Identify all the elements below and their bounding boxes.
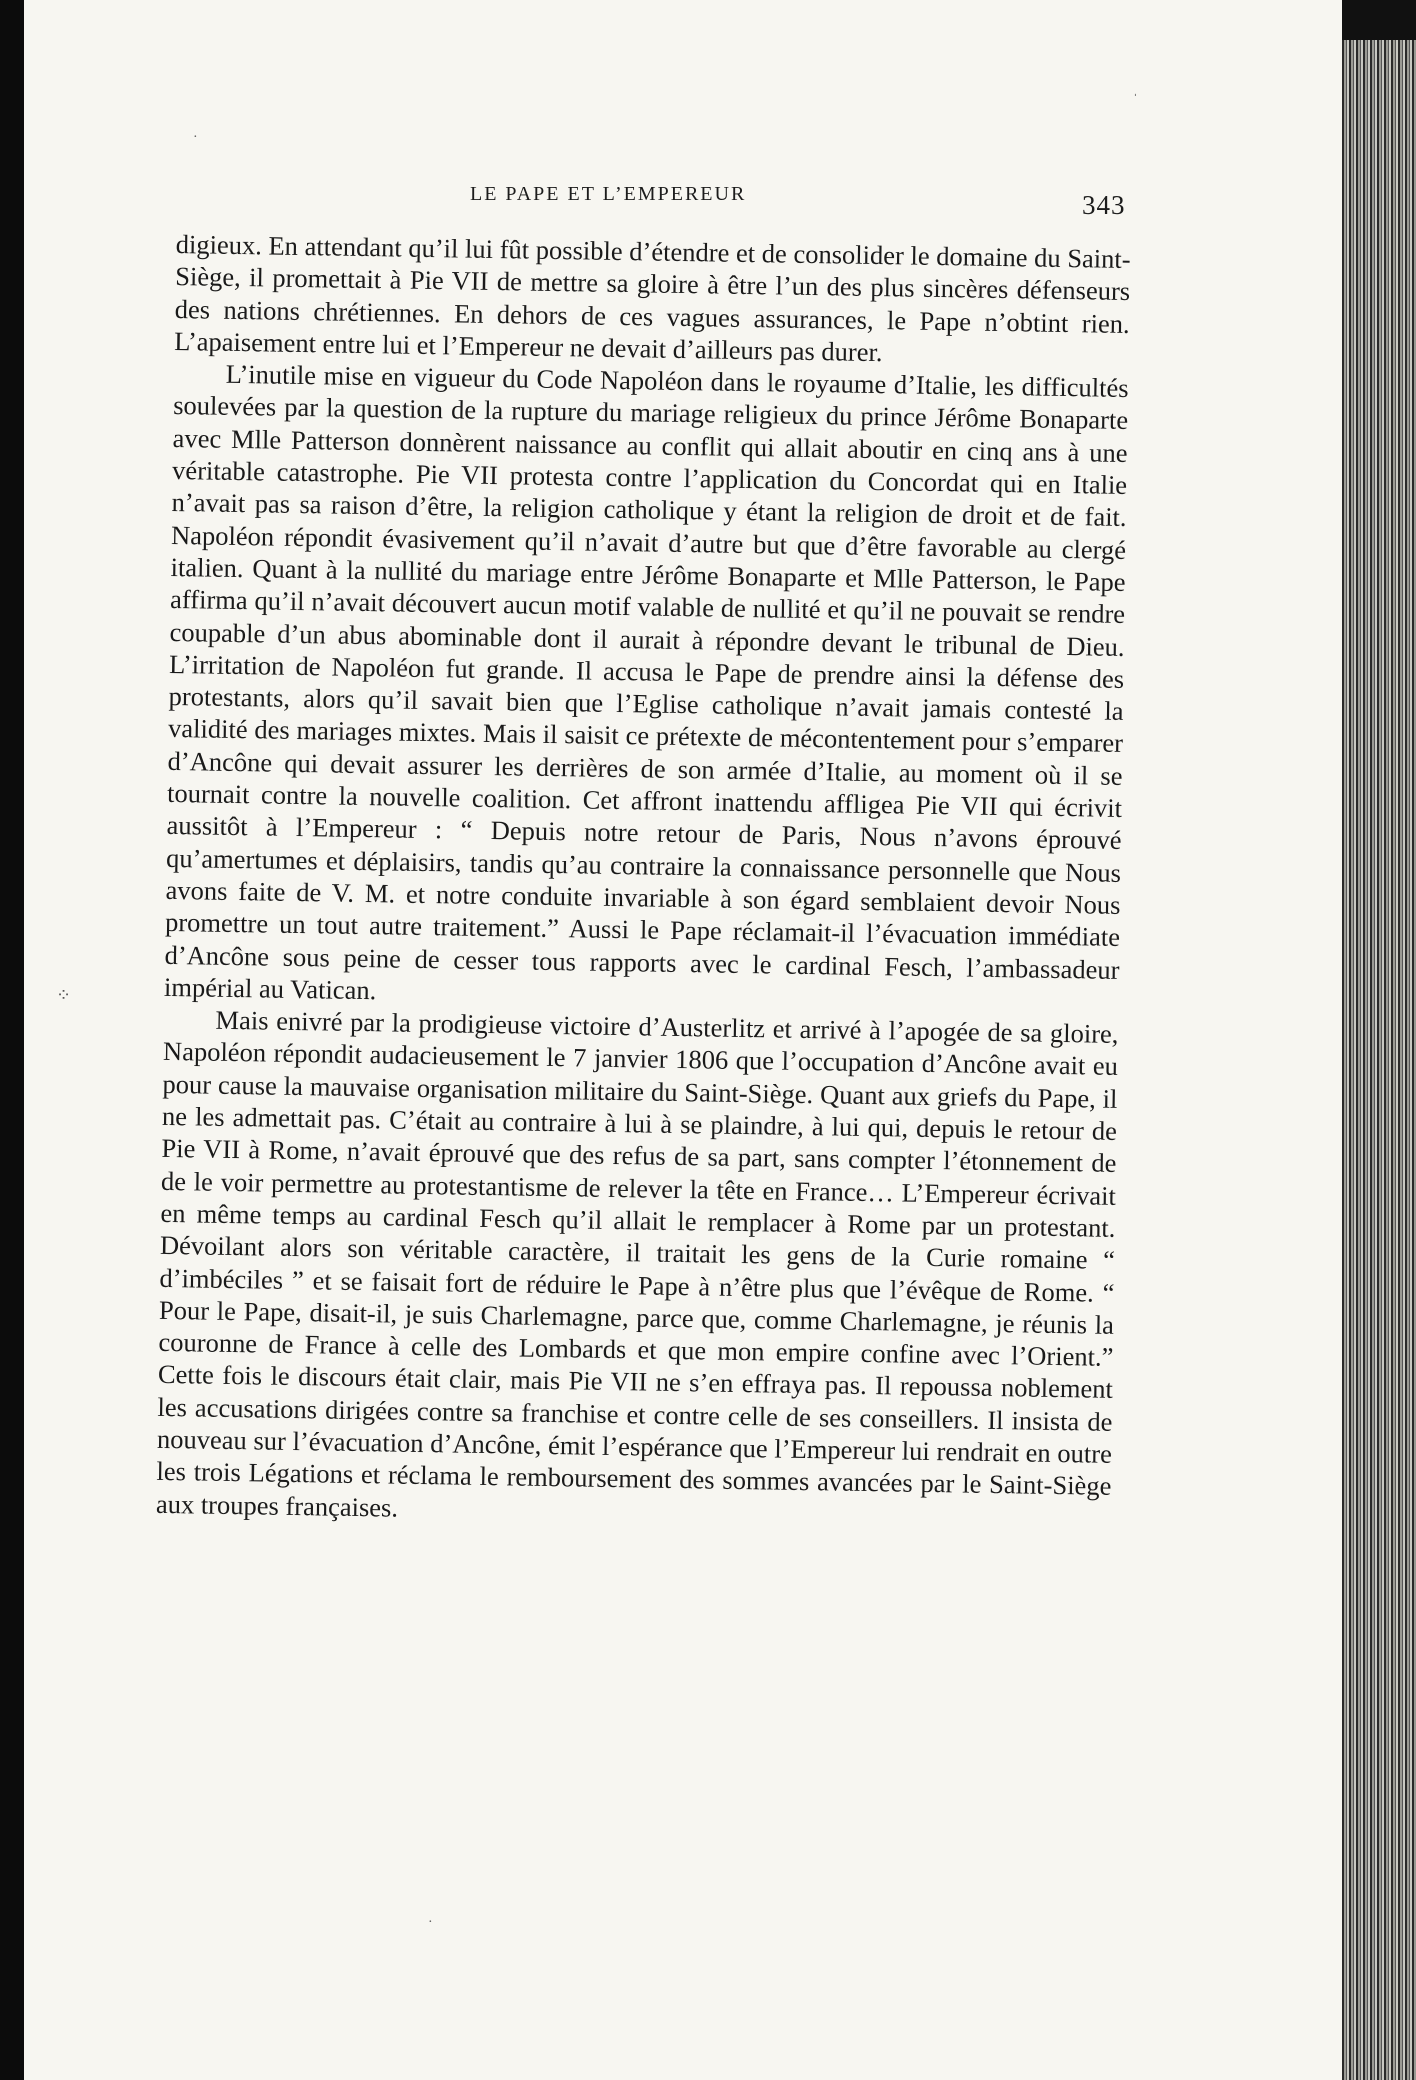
paragraph: L’inutile mise en vigueur du Code Napoléon dans le royaume d’Italie, les difficultés soulevées par la question de la rupture du mariage religieux du prince Jérôme Bonaparte avec Mlle Patterson donnèrent naissance au conflit qui allait aboutir en cinq ans à une véritable catastrophe. Pie VII protesta contre l’application du Concordat qui en Italie n’avait pas sa raison d’être, la religion catholique y étant la religion de droit et de fait. Napoléon répondit évasivement qu’il n’avait d’autre but que d’être favorable au clergé italien. Quant à la nullité du mariage entre Jérôme Bonaparte et Mlle Patterson, le Pape affirma qu’il n’avait découvert aucun motif valable de nullité et qu’il ne pouvait se rendre coupable d’un abus abominable dont il aurait à répondre devant le tribunal de Dieu. L’irritation de Napoléon fut grande. Il accusa le Pape de prendre ainsi la défense des protestants, alors qu’il savait bien que l’Eglise catholique n’avait jamais contesté la validité des mariages mixtes. Mais il saisit ce prétexte de mécontentement pour s’emparer d’Ancône qui devait assurer les derrières de son armée d’Italie, au moment où il se tournait contre la nouvelle coalition. Cet affront inattendu affligea Pie VII qui écrivit aussitôt à l’Empereur : “ Depuis notre retour de Paris, Nous n’avons éprouvé qu’amertumes et déplaisirs, tandis qu’au contraire la connaissance personnelle que Nous avons faite de V. M. et notre conduite invariable à son égard semblaient devoir Nous promettre un tout autre traitement.” Aussi le Pape réclamait-il l’évacuation immédiate d’Ancône sous peine de cesser tous rapports avec le cardinal Fesch, l’ambassadeur impérial au Vatican. <box>163 358 1129 1006</box>
page-number: 343 <box>1082 190 1126 220</box>
page-body <box>156 228 1131 1535</box>
paragraph: digieux. En attendant qu’il lui fût possible d’étendre et de consolider le domaine du Saint-Siège, il promettait à Pie VII de mettre sa gloire à être l’un des plus sincères défenseurs des nations chrétiennes. En dehors de ces vagues assurances, le Pape n’obtint rien. L’apaisement entre lui et l’Empereur ne devait d’ailleurs pas durer. <box>173 228 1131 368</box>
book-page-edges <box>1342 0 1416 2080</box>
speck-mark: · <box>428 1915 433 1930</box>
scan-border-left <box>0 0 24 2080</box>
speck-mark: ⁘ <box>56 985 72 1005</box>
scan-border-top-right <box>1342 0 1416 40</box>
speck-mark: · <box>193 130 198 145</box>
paragraph: Mais enivré par la prodigieuse victoire d’Austerlitz et arrivé à l’apogée de sa gloire, Napoléon répondit audacieusement le 7 janvier 1806 que l’occupation d’Ancône avait eu pour cause la mauvaise organisation militaire du Saint-Siège. Quant aux griefs du Pape, il ne les admettait pas. C’était au contraire à lui à se plaindre, à lui qui, depuis le retour de Pie VII à Rome, n’avait éprouvé que des refus de sa part, sans compter l’étonnement de de le voir permettre au protestantisme de relever la tête en France… L’Empereur écrivait en même temps au cardinal Fesch qu’il allait le remplacer à Rome par un protestant. Dévoilant alors son véritable caractère, il traitait les gens de la Curie romaine “ d’imbéciles ” et se faisait fort de réduire le Pape à n’être plus que l’évêque de Rome. “ Pour le Pape, disait-il, je suis Charlemagne, parce que, comme Charlemagne, je réunis la couronne de France à celle des Lombards et que mon empire confine avec l’Orient.” Cette fois le discours était clair, mais Pie VII ne s’en effraya pas. Il repoussa noblement les accusations dirigées contre sa franchise et contre celle de ses conseillers. Il insista de nouveau sur l’évacuation d’Ancône, émit l’espérance que l’Empereur lui rendrait en outre les trois Légations et réclama le remboursement des sommes avancées par le Saint-Siège aux troupes françaises. <box>155 1004 1119 1523</box>
speck-mark: ˌ <box>1133 82 1138 97</box>
running-title: LE PAPE ET L’EMPEREUR <box>470 183 747 205</box>
